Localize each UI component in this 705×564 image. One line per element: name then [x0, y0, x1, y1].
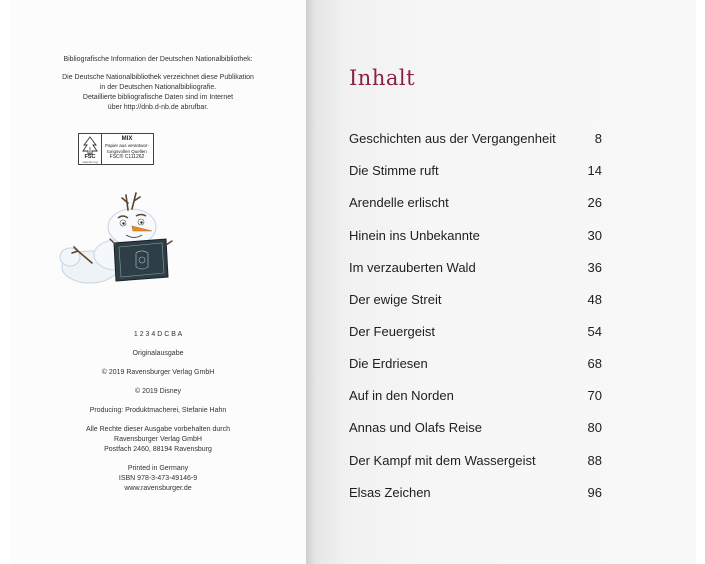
toc-entry-page: 54 — [587, 324, 602, 339]
toc-entry — [349, 131, 602, 151]
toc-entry-title: Im verzauberten Wald — [349, 260, 476, 275]
fsc-text — [103, 136, 151, 161]
toc-entry-title: Der Kampf mit dem Wassergeist — [349, 453, 536, 468]
fsc-label — [78, 133, 154, 165]
toc-entry-title: Der Feuergeist — [349, 324, 435, 339]
fsc-mix: MIX — [121, 136, 133, 142]
biblio-heading: Bibliografische Information der Deutschen Nationalbibliothek: — [63, 56, 253, 63]
biblio-line: Detaillierte bibliografische Daten sind im Internet — [82, 94, 234, 101]
fsc-line: tungsvollen Quellen — [107, 148, 147, 154]
website: www.ravensburger.de — [124, 485, 192, 492]
biblio-line: in der Deutschen Nationalbibliografie. — [99, 84, 217, 91]
toc-entry-page: 14 — [587, 163, 602, 178]
copyright-disney: © 2019 Disney — [134, 388, 182, 395]
toc-entry — [349, 453, 602, 473]
left-page-imprint — [10, 0, 306, 564]
toc-entry — [349, 228, 602, 248]
fsc-logo-text: FSC — [84, 154, 96, 160]
toc-entry — [349, 485, 602, 505]
fsc-tree-logo — [79, 134, 102, 164]
toc-entry — [349, 324, 602, 344]
toc-entry — [349, 260, 602, 280]
toc-entry — [349, 163, 602, 183]
toc-entry-title: Hinein ins Unbekannte — [349, 228, 480, 243]
bibliographic-info — [10, 55, 306, 113]
rights-line: Alle Rechte dieser Ausgabe vorbehalten durch — [86, 426, 230, 433]
edition: Originalausgabe — [132, 350, 184, 357]
toc-entry-title: Arendelle erlischt — [349, 195, 449, 210]
toc-entry-page: 88 — [587, 453, 602, 468]
toc-entry-page: 48 — [587, 292, 602, 307]
toc-entry-page: 36 — [587, 260, 602, 275]
toc-entry-page: 30 — [587, 228, 602, 243]
toc-entry-title: Die Erdriesen — [349, 356, 428, 371]
toc-entry-title: Der ewige Streit — [349, 292, 442, 307]
toc-entry-page: 8 — [594, 131, 602, 146]
toc-entry-page: 70 — [587, 388, 602, 403]
biblio-line: Die Deutsche Nationalbibliothek verzeichnet diese Publikation — [62, 74, 254, 81]
toc-entry-title: Annas und Olafs Reise — [349, 420, 482, 435]
fsc-logo-url: www.fsc.org — [82, 159, 98, 164]
toc-entry-title: Geschichten aus der Vergangenheit — [349, 131, 556, 146]
toc-entry-title: Die Stimme ruft — [349, 163, 439, 178]
toc-title: Inhalt — [349, 66, 416, 90]
toc-entry — [349, 195, 602, 215]
biblio-line: über http://dnb.d-nb.de abrufbar. — [107, 104, 209, 111]
rights-line: Postfach 2460, 88194 Ravensburg — [104, 446, 212, 453]
toc-entry-title: Elsas Zeichen — [349, 485, 431, 500]
fsc-license: FSC® C111262 — [109, 154, 145, 160]
copyright-publisher: © 2019 Ravensburger Verlag GmbH — [101, 369, 215, 376]
toc-entry — [349, 356, 602, 376]
toc-entry-title: Auf in den Norden — [349, 388, 454, 403]
toc-entry-page: 96 — [587, 485, 602, 500]
toc-entry-page: 80 — [587, 420, 602, 435]
printed-in: Printed in Germany — [127, 465, 189, 472]
producing-credit: Producing: Produktmacherei, Stefanie Hahn — [89, 407, 227, 414]
toc-entry — [349, 420, 602, 440]
toc-entry — [349, 292, 602, 312]
toc-entry-page: 26 — [587, 195, 602, 210]
toc-entry-page: 68 — [587, 356, 602, 371]
olaf-reading-illustration — [56, 185, 176, 295]
rights-line: Ravensburger Verlag GmbH — [114, 436, 202, 443]
isbn: ISBN 978-3-473-49146-9 — [118, 475, 198, 482]
fsc-line: Papier aus verantwor- — [104, 143, 150, 148]
print-run: 1 2 3 4 D C B A — [133, 331, 183, 338]
imprint-block — [10, 330, 306, 494]
toc-entry — [349, 388, 602, 408]
